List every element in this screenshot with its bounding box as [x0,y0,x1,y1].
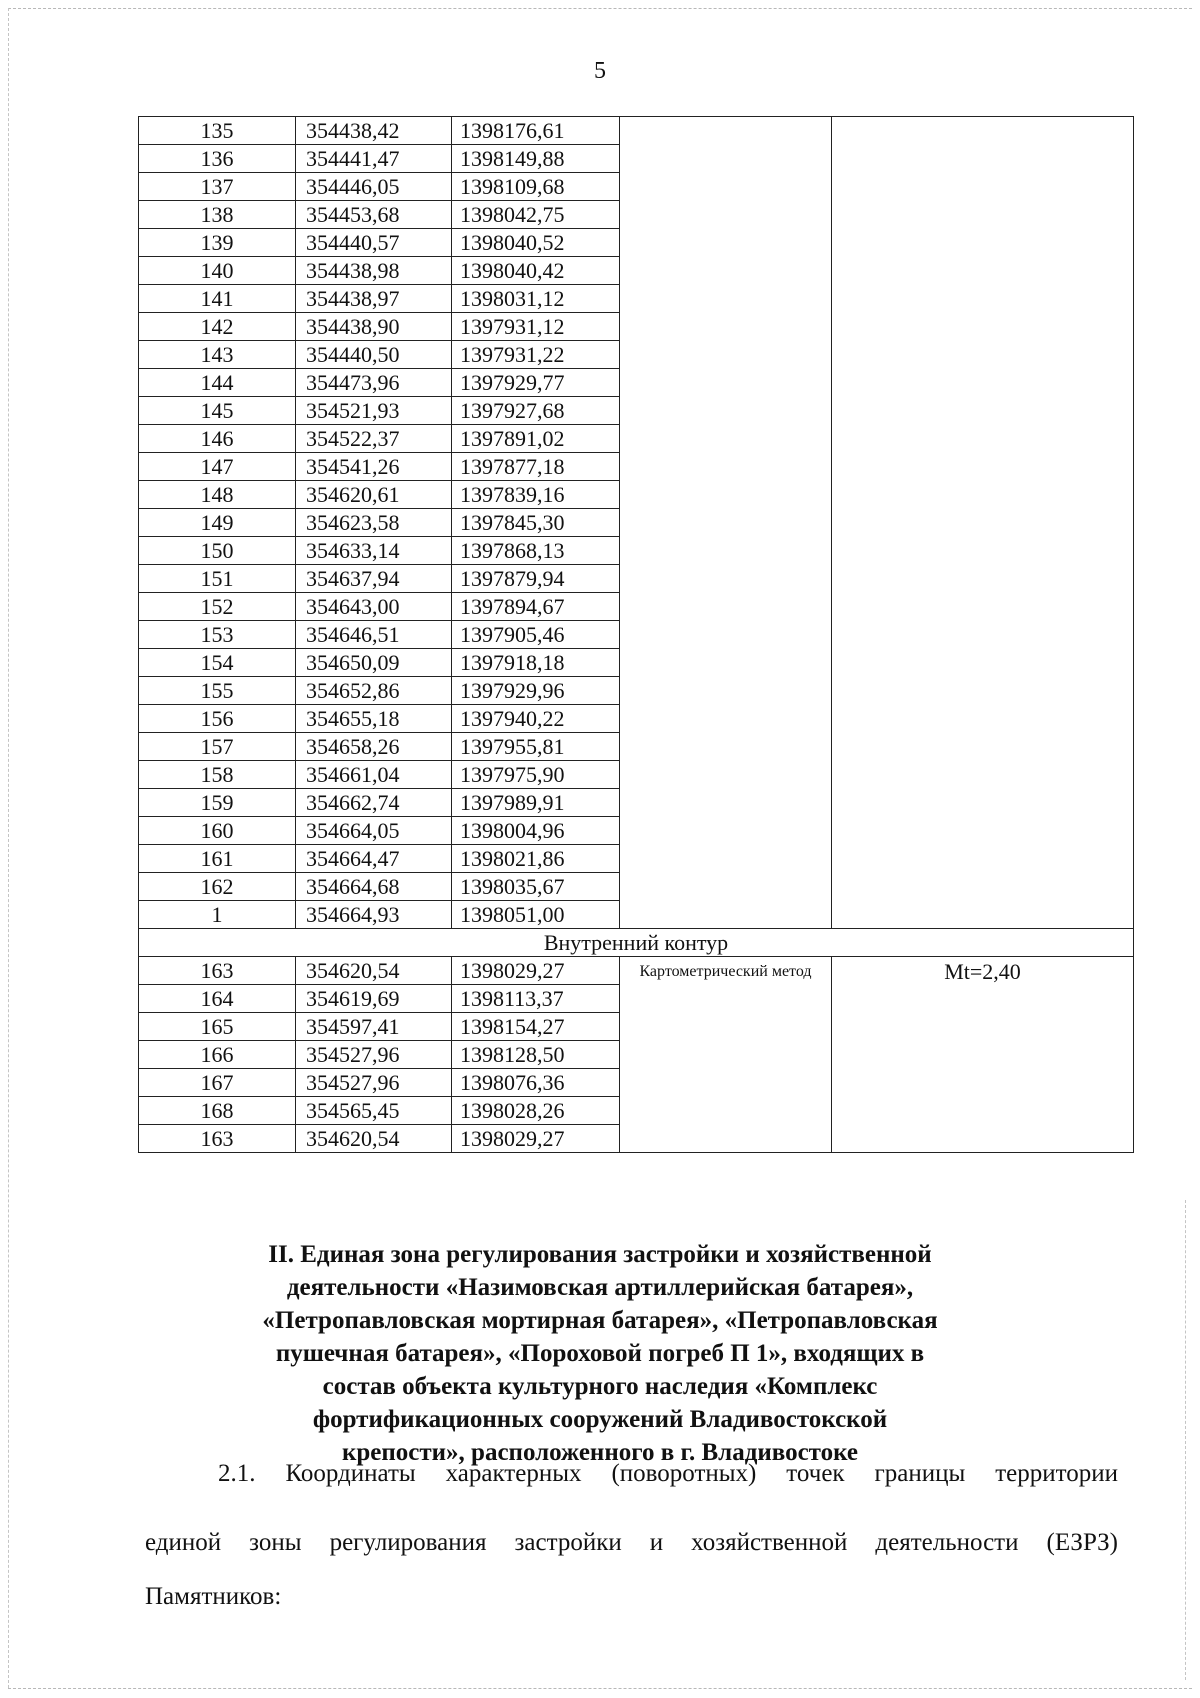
point-number-cell: 142 [139,313,296,341]
y-coordinate-cell: 1398040,52 [452,229,620,257]
y-coordinate-cell: 1398154,27 [452,1013,620,1041]
x-coordinate-cell: 354438,98 [296,257,452,285]
outer-contour-rows [139,117,1134,957]
x-coordinate-cell: 354438,97 [296,285,452,313]
y-coordinate-cell: 1398149,88 [452,145,620,173]
point-number-cell: 145 [139,397,296,425]
point-number-cell: 164 [139,985,296,1013]
x-coordinate-cell: 354664,93 [296,901,452,929]
point-number-cell: 138 [139,201,296,229]
point-number-cell: 167 [139,1069,296,1097]
x-coordinate-cell: 354620,54 [296,957,452,985]
y-coordinate-cell: 1398029,27 [452,957,620,985]
point-number-cell: 148 [139,481,296,509]
heading-line: фортификационных сооружений Владивостокской [312,1406,888,1433]
inner-contour-rows [139,957,1134,1153]
y-coordinate-cell: 1397989,91 [452,789,620,817]
scan-border-bottom [8,1688,1192,1689]
point-number-cell: 1 [139,901,296,929]
point-number-cell: 144 [139,369,296,397]
y-coordinate-cell: 1397891,02 [452,425,620,453]
heading-line: пушечная батарея», «Пороховой погреб П 1», входящих в [275,1340,925,1367]
scan-border-top [8,8,1192,9]
point-number-cell: 136 [139,145,296,173]
method-cell-empty [620,117,832,929]
point-number-cell: 165 [139,1013,296,1041]
point-number-cell: 135 [139,117,296,145]
paragraph-line-2: единой зоны регулирования застройки и хозяйственной деятельности (ЕЗРЗ) [145,1529,1118,1556]
point-number-cell: 162 [139,873,296,901]
y-coordinate-cell: 1397929,96 [452,677,620,705]
point-number-cell: 158 [139,761,296,789]
table-row [139,957,1134,985]
point-number-cell: 161 [139,845,296,873]
x-coordinate-cell: 354438,90 [296,313,452,341]
x-coordinate-cell: 354658,26 [296,733,452,761]
y-coordinate-cell: 1398040,42 [452,257,620,285]
x-coordinate-cell: 354440,50 [296,341,452,369]
y-coordinate-cell: 1397879,94 [452,565,620,593]
y-coordinate-cell: 1398051,00 [452,901,620,929]
y-coordinate-cell: 1398035,67 [452,873,620,901]
scan-border-left [8,8,9,1688]
x-coordinate-cell: 354652,86 [296,677,452,705]
y-coordinate-cell: 1397940,22 [452,705,620,733]
point-number-cell: 159 [139,789,296,817]
x-coordinate-cell: 354438,42 [296,117,452,145]
accuracy-cell-empty [832,117,1134,929]
y-coordinate-cell: 1398128,50 [452,1041,620,1069]
y-coordinate-cell: 1398109,68 [452,173,620,201]
x-coordinate-cell: 354661,04 [296,761,452,789]
x-coordinate-cell: 354664,47 [296,845,452,873]
y-coordinate-cell: 1398113,37 [452,985,620,1013]
point-number-cell: 156 [139,705,296,733]
x-coordinate-cell: 354473,96 [296,369,452,397]
coordinates-table [138,116,1134,1153]
method-cell: Картометрический метод [620,957,832,1153]
heading-line: деятельности «Назимовская артиллерийская батарея», [286,1274,914,1301]
point-number-cell: 147 [139,453,296,481]
heading-line: крепости», расположенного в г. Владивостоке [341,1439,859,1466]
heading-line: II. Единая зона регулирования застройки и хозяйственной [268,1241,932,1268]
x-coordinate-cell: 354633,14 [296,537,452,565]
x-coordinate-cell: 354597,41 [296,1013,452,1041]
point-number-cell: 163 [139,957,296,985]
x-coordinate-cell: 354620,54 [296,1125,452,1153]
heading-line: «Петропавловская мортирная батарея», «Петропавловская [262,1307,938,1334]
y-coordinate-cell: 1397927,68 [452,397,620,425]
x-coordinate-cell: 354623,58 [296,509,452,537]
y-coordinate-cell: 1398076,36 [452,1069,620,1097]
x-coordinate-cell: 354446,05 [296,173,452,201]
inner-contour-label: Внутренний контур [139,929,1134,957]
point-number-cell: 166 [139,1041,296,1069]
y-coordinate-cell: 1397918,18 [452,649,620,677]
y-coordinate-cell: 1398031,12 [452,285,620,313]
point-number-cell: 155 [139,677,296,705]
point-number-cell: 153 [139,621,296,649]
section-heading [150,1238,1050,1469]
y-coordinate-cell: 1398176,61 [452,117,620,145]
point-number-cell: 150 [139,537,296,565]
point-number-cell: 160 [139,817,296,845]
point-number-cell: 152 [139,593,296,621]
y-coordinate-cell: 1398028,26 [452,1097,620,1125]
point-number-cell: 143 [139,341,296,369]
point-number-cell: 139 [139,229,296,257]
point-number-cell: 140 [139,257,296,285]
point-number-cell: 141 [139,285,296,313]
point-number-cell: 149 [139,509,296,537]
heading-line: состав объекта культурного наследия «Комплекс [322,1373,878,1400]
y-coordinate-cell: 1397905,46 [452,621,620,649]
y-coordinate-cell: 1397894,67 [452,593,620,621]
y-coordinate-cell: 1397931,12 [452,313,620,341]
x-coordinate-cell: 354541,26 [296,453,452,481]
y-coordinate-cell: 1398004,96 [452,817,620,845]
point-number-cell: 154 [139,649,296,677]
y-coordinate-cell: 1397929,77 [452,369,620,397]
x-coordinate-cell: 354527,96 [296,1041,452,1069]
y-coordinate-cell: 1397845,30 [452,509,620,537]
x-coordinate-cell: 354527,96 [296,1069,452,1097]
y-coordinate-cell: 1398042,75 [452,201,620,229]
x-coordinate-cell: 354637,94 [296,565,452,593]
table-row [139,117,1134,145]
scan-border-right [1185,1200,1186,1680]
y-coordinate-cell: 1397839,16 [452,481,620,509]
y-coordinate-cell: 1398021,86 [452,845,620,873]
x-coordinate-cell: 354664,05 [296,817,452,845]
paragraph-line-1: 2.1. Координаты характерных (поворотных) точек границы территории [218,1460,1118,1487]
y-coordinate-cell: 1397955,81 [452,733,620,761]
x-coordinate-cell: 354440,57 [296,229,452,257]
y-coordinate-cell: 1397868,13 [452,537,620,565]
x-coordinate-cell: 354655,18 [296,705,452,733]
page-number: 5 [594,58,606,84]
section-row [139,929,1134,957]
point-number-cell: 137 [139,173,296,201]
x-coordinate-cell: 354646,51 [296,621,452,649]
y-coordinate-cell: 1397931,22 [452,341,620,369]
y-coordinate-cell: 1398029,27 [452,1125,620,1153]
x-coordinate-cell: 354441,47 [296,145,452,173]
x-coordinate-cell: 354620,61 [296,481,452,509]
x-coordinate-cell: 354522,37 [296,425,452,453]
point-number-cell: 157 [139,733,296,761]
x-coordinate-cell: 354643,00 [296,593,452,621]
point-number-cell: 168 [139,1097,296,1125]
point-number-cell: 163 [139,1125,296,1153]
x-coordinate-cell: 354619,69 [296,985,452,1013]
paragraph-line-3: Памятников: [145,1583,282,1610]
y-coordinate-cell: 1397877,18 [452,453,620,481]
x-coordinate-cell: 354662,74 [296,789,452,817]
y-coordinate-cell: 1397975,90 [452,761,620,789]
x-coordinate-cell: 354664,68 [296,873,452,901]
point-number-cell: 151 [139,565,296,593]
point-number-cell: 146 [139,425,296,453]
x-coordinate-cell: 354521,93 [296,397,452,425]
accuracy-cell: Mt=2,40 [832,957,1134,1153]
x-coordinate-cell: 354650,09 [296,649,452,677]
x-coordinate-cell: 354565,45 [296,1097,452,1125]
x-coordinate-cell: 354453,68 [296,201,452,229]
